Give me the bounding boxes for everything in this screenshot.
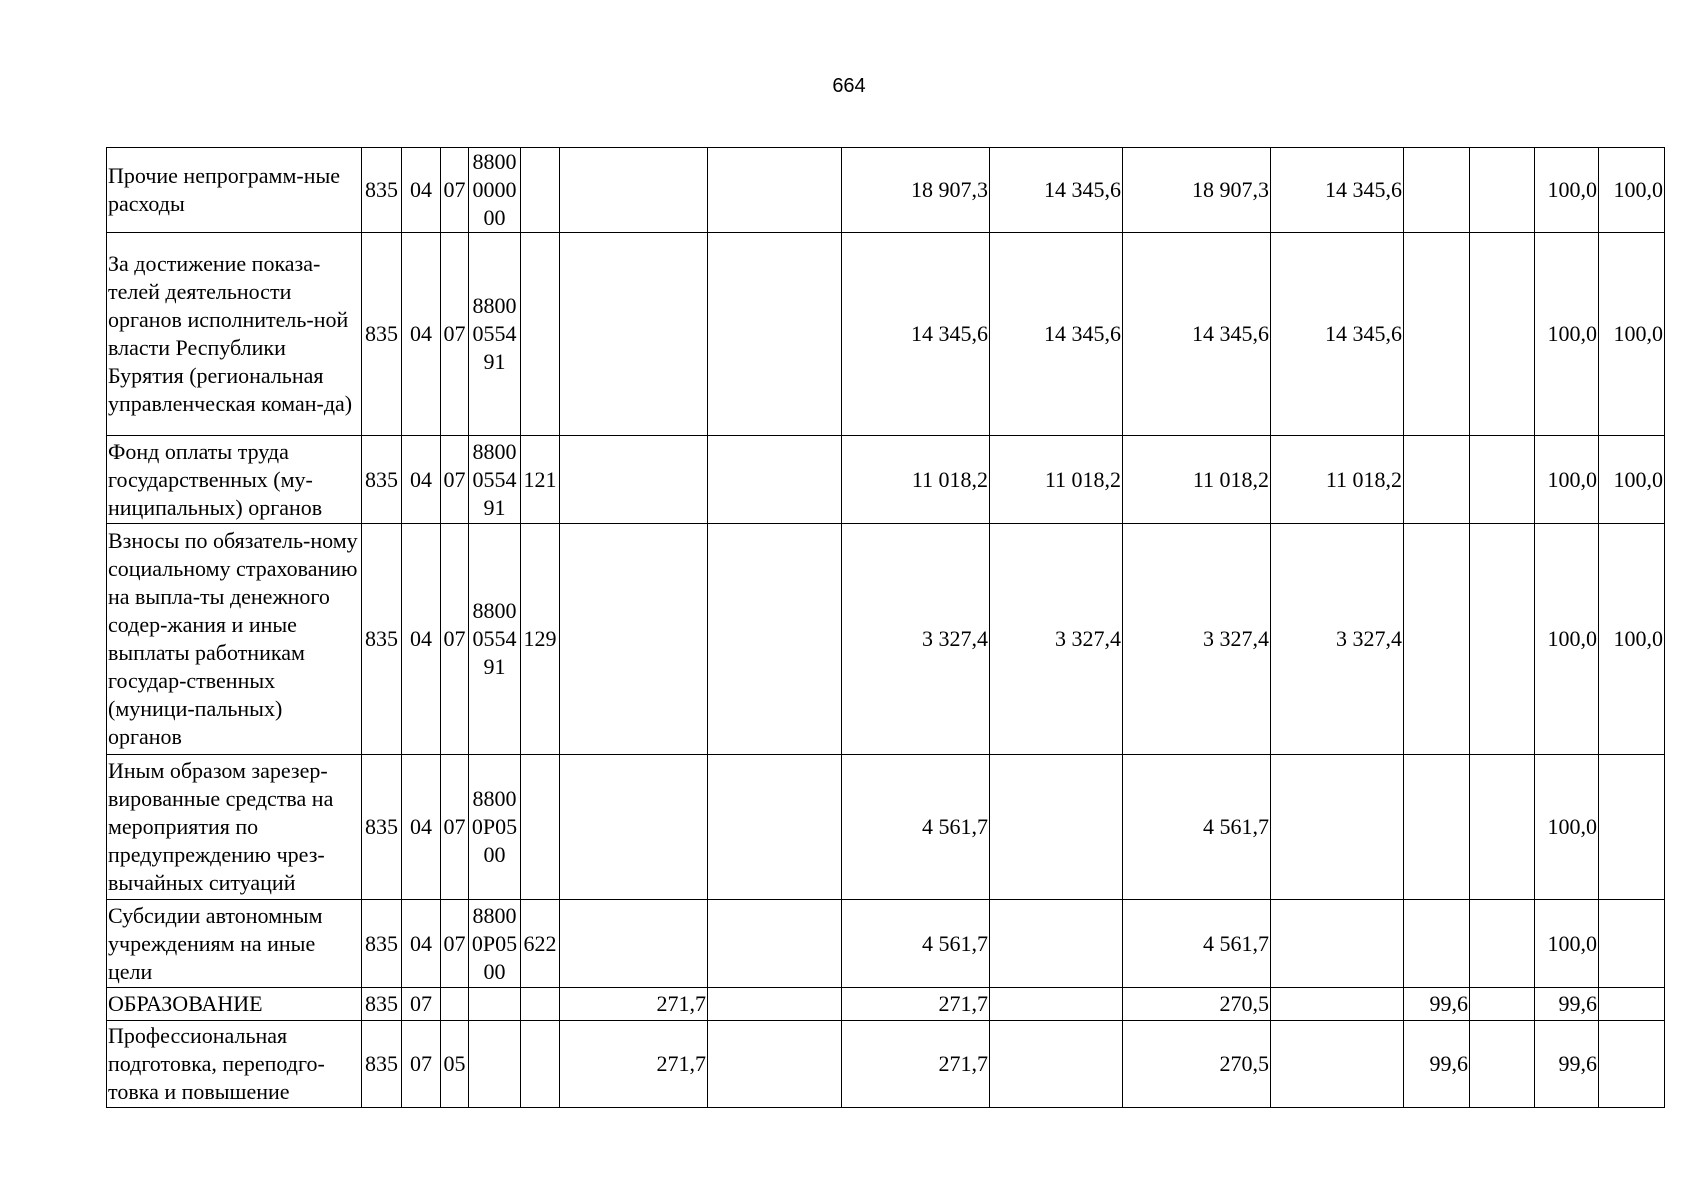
percent-cell-2	[1470, 1021, 1535, 1108]
table-row	[107, 900, 1665, 988]
value-cell-2	[708, 524, 842, 755]
value-cell-3: 271,7	[842, 1021, 990, 1108]
value-cell-2	[708, 900, 842, 988]
value-cell-5: 3 327,4	[1123, 524, 1271, 755]
value-cell-4	[990, 900, 1123, 988]
pr-cell: 07	[441, 436, 469, 524]
pr-cell: 07	[441, 900, 469, 988]
row-name-cell: ОБРАЗОВАНИЕ	[107, 988, 362, 1021]
vr-cell	[521, 148, 560, 233]
table-row	[107, 755, 1665, 900]
value-cell-2	[708, 148, 842, 233]
value-cell-3: 11 018,2	[842, 436, 990, 524]
percent-cell-4: 100,0	[1599, 233, 1665, 436]
value-cell-2	[708, 1021, 842, 1108]
value-cell-2	[708, 233, 842, 436]
value-cell-1	[560, 436, 708, 524]
value-cell-4: 14 345,6	[990, 233, 1123, 436]
percent-cell-4: 100,0	[1599, 524, 1665, 755]
percent-cell-3: 99,6	[1535, 1021, 1599, 1108]
percent-cell-2	[1470, 233, 1535, 436]
csr-cell: 88000000 00	[469, 148, 521, 233]
percent-cell-2	[1470, 148, 1535, 233]
percent-cell-4	[1599, 755, 1665, 900]
percent-cell-2	[1470, 436, 1535, 524]
value-cell-1	[560, 524, 708, 755]
value-cell-6	[1271, 1021, 1404, 1108]
value-cell-5: 270,5	[1123, 1021, 1271, 1108]
rz-cell: 04	[402, 755, 441, 900]
value-cell-6: 3 327,4	[1271, 524, 1404, 755]
value-cell-4: 3 327,4	[990, 524, 1123, 755]
rz-cell: 04	[402, 900, 441, 988]
value-cell-5: 4 561,7	[1123, 755, 1271, 900]
value-cell-1: 271,7	[560, 988, 708, 1021]
value-cell-5: 18 907,3	[1123, 148, 1271, 233]
rz-cell: 04	[402, 524, 441, 755]
percent-cell-4	[1599, 900, 1665, 988]
percent-cell-1	[1404, 900, 1470, 988]
ved-cell: 835	[362, 1021, 402, 1108]
value-cell-3: 3 327,4	[842, 524, 990, 755]
page-number: 664	[832, 75, 866, 97]
vr-cell	[521, 755, 560, 900]
table-row	[107, 988, 1665, 1021]
ved-cell: 835	[362, 233, 402, 436]
vr-cell: 622	[521, 900, 560, 988]
percent-cell-4	[1599, 988, 1665, 1021]
percent-cell-1	[1404, 436, 1470, 524]
pr-cell: 07	[441, 755, 469, 900]
pr-cell: 07	[441, 148, 469, 233]
vr-cell: 129	[521, 524, 560, 755]
value-cell-5: 14 345,6	[1123, 233, 1271, 436]
value-cell-4	[990, 755, 1123, 900]
value-cell-4: 11 018,2	[990, 436, 1123, 524]
percent-cell-2	[1470, 755, 1535, 900]
csr-cell: 88000554 91	[469, 524, 521, 755]
percent-cell-3: 100,0	[1535, 755, 1599, 900]
csr-cell	[469, 988, 521, 1021]
value-cell-6: 14 345,6	[1271, 233, 1404, 436]
ved-cell: 835	[362, 755, 402, 900]
pr-cell	[441, 988, 469, 1021]
value-cell-6: 14 345,6	[1271, 148, 1404, 233]
value-cell-3: 4 561,7	[842, 755, 990, 900]
pr-cell: 05	[441, 1021, 469, 1108]
row-name-cell: Фонд оплаты труда государственных (му-ниципальных) органов	[107, 436, 362, 524]
csr-cell	[469, 1021, 521, 1108]
ved-cell: 835	[362, 524, 402, 755]
table-row	[107, 148, 1665, 233]
pr-cell: 07	[441, 233, 469, 436]
vr-cell	[521, 233, 560, 436]
value-cell-1	[560, 755, 708, 900]
value-cell-3: 18 907,3	[842, 148, 990, 233]
value-cell-6	[1271, 988, 1404, 1021]
table-row	[107, 524, 1665, 755]
row-name-cell: Иным образом зарезер-вированные средства на мероприятия по предупреждению чрез-вычайных ситуаций	[107, 755, 362, 900]
ved-cell: 835	[362, 988, 402, 1021]
percent-cell-1	[1404, 524, 1470, 755]
csr-cell: 88000P05 00	[469, 900, 521, 988]
value-cell-6	[1271, 755, 1404, 900]
row-name-cell: Профессиональная подготовка, переподго-товка и повышение	[107, 1021, 362, 1108]
percent-cell-2	[1470, 524, 1535, 755]
value-cell-6: 11 018,2	[1271, 436, 1404, 524]
ved-cell: 835	[362, 900, 402, 988]
row-name-cell: За достижение показа-телей деятельности органов исполнитель-ной власти Республики Бурятия (региональная управленческая коман-да)	[107, 233, 362, 436]
percent-cell-4	[1599, 1021, 1665, 1108]
value-cell-1: 271,7	[560, 1021, 708, 1108]
rz-cell: 04	[402, 233, 441, 436]
percent-cell-1	[1404, 233, 1470, 436]
value-cell-3: 271,7	[842, 988, 990, 1021]
rz-cell: 04	[402, 148, 441, 233]
percent-cell-3: 100,0	[1535, 524, 1599, 755]
value-cell-1	[560, 148, 708, 233]
percent-cell-1: 99,6	[1404, 1021, 1470, 1108]
value-cell-2	[708, 988, 842, 1021]
table-row	[107, 436, 1665, 524]
percent-cell-3: 99,6	[1535, 988, 1599, 1021]
percent-cell-3: 100,0	[1535, 900, 1599, 988]
vr-cell	[521, 1021, 560, 1108]
value-cell-5: 11 018,2	[1123, 436, 1271, 524]
csr-cell: 88000P05 00	[469, 755, 521, 900]
table-row	[107, 233, 1665, 436]
table-row	[107, 1021, 1665, 1108]
row-name-cell: Прочие непрограмм-ные расходы	[107, 148, 362, 233]
value-cell-5: 270,5	[1123, 988, 1271, 1021]
ved-cell: 835	[362, 436, 402, 524]
row-name-cell: Субсидии автономным учреждениям на иные цели	[107, 900, 362, 988]
vr-cell	[521, 988, 560, 1021]
value-cell-5: 4 561,7	[1123, 900, 1271, 988]
csr-cell: 88000554 91	[469, 233, 521, 436]
value-cell-3: 14 345,6	[842, 233, 990, 436]
row-name-cell: Взносы по обязатель-ному социальному страхованию на выпла-ты денежного содер-жания и иные выплаты работникам государ-ственных (муници-пальных) органов	[107, 524, 362, 755]
csr-cell: 88000554 91	[469, 436, 521, 524]
value-cell-6	[1271, 900, 1404, 988]
percent-cell-3: 100,0	[1535, 148, 1599, 233]
value-cell-2	[708, 436, 842, 524]
rz-cell: 07	[402, 1021, 441, 1108]
value-cell-4	[990, 1021, 1123, 1108]
value-cell-4	[990, 988, 1123, 1021]
budget-table	[106, 147, 1665, 1108]
value-cell-4: 14 345,6	[990, 148, 1123, 233]
percent-cell-3: 100,0	[1535, 233, 1599, 436]
percent-cell-2	[1470, 900, 1535, 988]
percent-cell-4: 100,0	[1599, 148, 1665, 233]
value-cell-1	[560, 900, 708, 988]
percent-cell-1	[1404, 148, 1470, 233]
ved-cell: 835	[362, 148, 402, 233]
value-cell-3: 4 561,7	[842, 900, 990, 988]
percent-cell-3: 100,0	[1535, 436, 1599, 524]
percent-cell-4: 100,0	[1599, 436, 1665, 524]
value-cell-2	[708, 755, 842, 900]
percent-cell-1	[1404, 755, 1470, 900]
percent-cell-2	[1470, 988, 1535, 1021]
rz-cell: 04	[402, 436, 441, 524]
vr-cell: 121	[521, 436, 560, 524]
percent-cell-1: 99,6	[1404, 988, 1470, 1021]
rz-cell: 07	[402, 988, 441, 1021]
value-cell-1	[560, 233, 708, 436]
pr-cell: 07	[441, 524, 469, 755]
